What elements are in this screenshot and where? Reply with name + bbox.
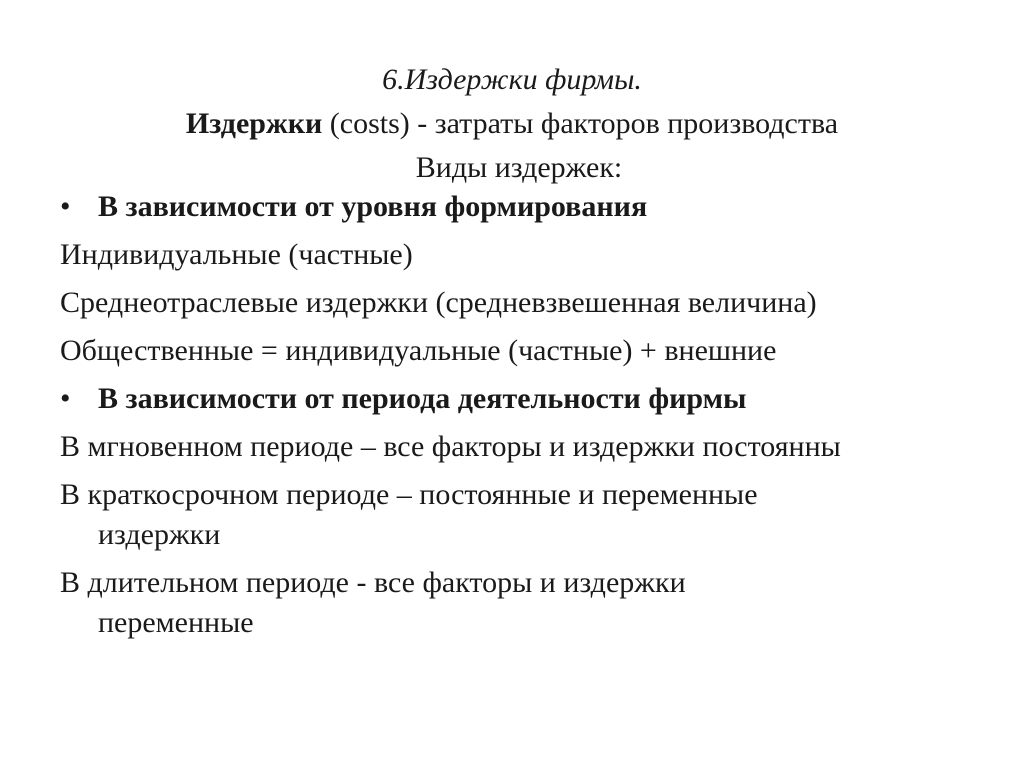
list-item: Среднеотраслевые издержки (средневзвешенная величина) <box>60 286 817 319</box>
bullet-icon: • <box>60 382 71 415</box>
slide-body <box>60 187 1000 651</box>
list-item-continuation: издержки <box>98 518 221 551</box>
list-item <box>60 475 1000 555</box>
section-heading-period <box>60 379 1000 419</box>
definition-text: (costs) - затраты факторов производства <box>322 107 839 140</box>
section-heading-text: В зависимости от периода деятельности фирмы <box>98 382 747 415</box>
list-item <box>60 563 1000 643</box>
list-item-line: В краткосрочном периоде – постоянные и переменные <box>60 478 758 511</box>
definition-term: Издержки <box>185 107 323 140</box>
types-subtitle: Виды издержек: <box>415 151 623 184</box>
slide-title: 6.Издержки фирмы. <box>382 63 642 96</box>
section-heading-formation <box>60 187 1000 227</box>
section-heading-text: В зависимости от уровня формирования <box>98 190 648 223</box>
list-item-continuation: переменные <box>98 606 254 639</box>
slide-header <box>0 58 1024 190</box>
list-item: Индивидуальные (частные) <box>60 238 413 271</box>
definition-line <box>0 102 1024 146</box>
bullet-icon: • <box>60 190 71 223</box>
list-item: Общественные = индивидуальные (частные) + внешние <box>60 334 777 367</box>
list-item-line: В длительном периоде - все факторы и издержки <box>60 566 686 599</box>
list-item: В мгновенном периоде – все факторы и издержки постоянны <box>60 430 841 463</box>
